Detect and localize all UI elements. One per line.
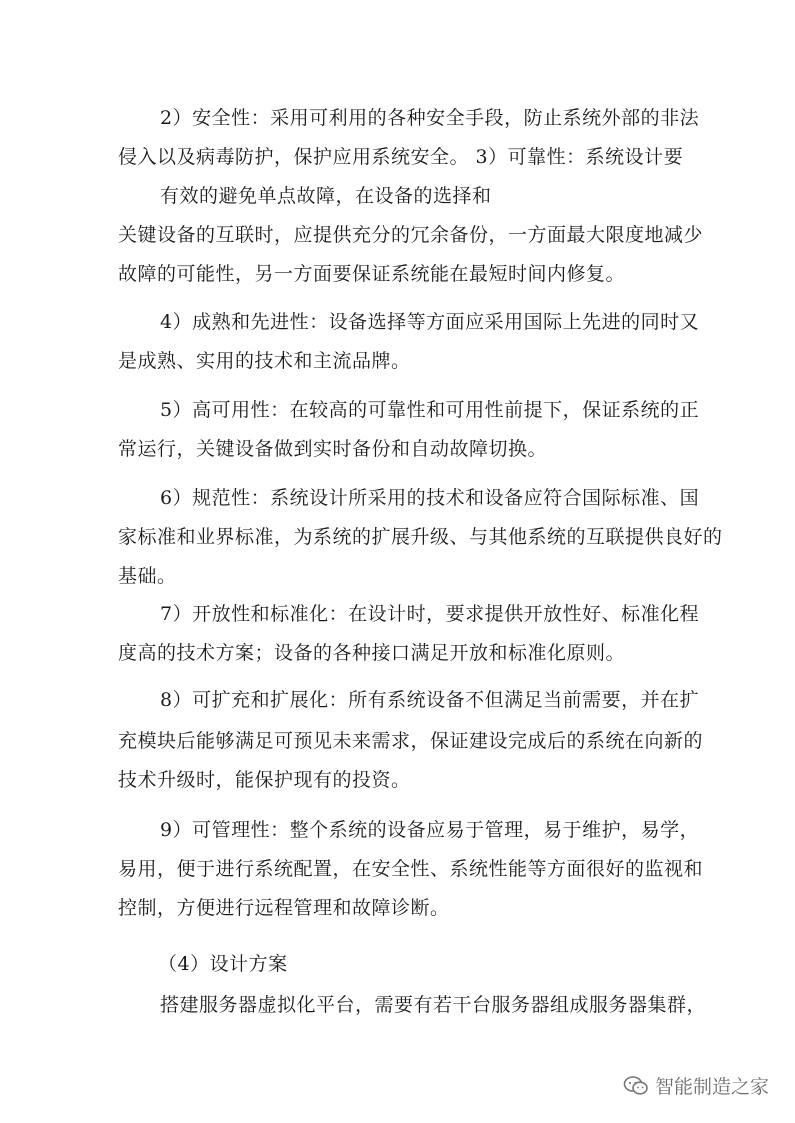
watermark [623,1072,769,1099]
text-line: 技术升级时，能保护现有的投资。 [118,769,411,791]
text-line: 基础。 [118,565,177,587]
text-line: 故障的可能性，另一方面要保证系统能在最短时间内修复。 [118,263,626,285]
wechat-icon [623,1075,649,1097]
watermark-text: 智能制造之家 [654,1076,769,1098]
text-line: 度高的技术方案；设备的各种接口满足开放和标准化原则。 [118,642,626,664]
text-line: 易用，便于进行系统配置，在安全性、系统性能等方面很好的监视和 [118,858,704,880]
text-line: 6）规范性：系统设计所采用的技术和设备应符合国际标准、国 [160,487,700,509]
text-line: 控制，方便进行远程管理和故障诊断。 [118,897,450,919]
section-heading: （4）设计方案 [158,953,288,975]
text-line: 7）开放性和标准化：在设计时，要求提供开放性好、标准化程 [160,603,700,625]
text-line: 8）可扩充和扩展化：所有系统设备不但满足当前需要，并在扩 [160,689,700,711]
text-line: 搭建服务器虚拟化平台，需要有若干台服务器组成服务器集群， [160,994,707,1016]
text-line: 4）成熟和先进性：设备选择等方面应采用国际上先进的同时又 [160,311,700,333]
text-line: 家标准和业界标准，为系统的扩展升级、与其他系统的互联提供良好的 [118,526,723,548]
text-line: 9）可管理性：整个系统的设备应易于管理，易于维护，易学， [160,819,700,841]
text-line: 有效的避免单点故障，在设备的选择和 [160,185,492,207]
text-line: 5）高可用性：在较高的可靠性和可用性前提下，保证系统的正 [160,399,700,421]
text-line: 2）安全性：采用可利用的各种安全手段，防止系统外部的非法 [160,107,700,129]
text-line: 侵入以及病毒防护，保护应用系统安全。 3）可靠性：系统设计要 [118,146,684,168]
text-line: 常运行，关键设备做到实时备份和自动故障切换。 [118,438,548,460]
text-line: 关键设备的互联时，应提供充分的冗余备份，一方面最大限度地减少 [118,224,704,246]
text-line: 是成熟、实用的技术和主流品牌。 [118,350,411,372]
text-line: 充模块后能够满足可预见未来需求，保证建设完成后的系统在向新的 [118,730,704,752]
